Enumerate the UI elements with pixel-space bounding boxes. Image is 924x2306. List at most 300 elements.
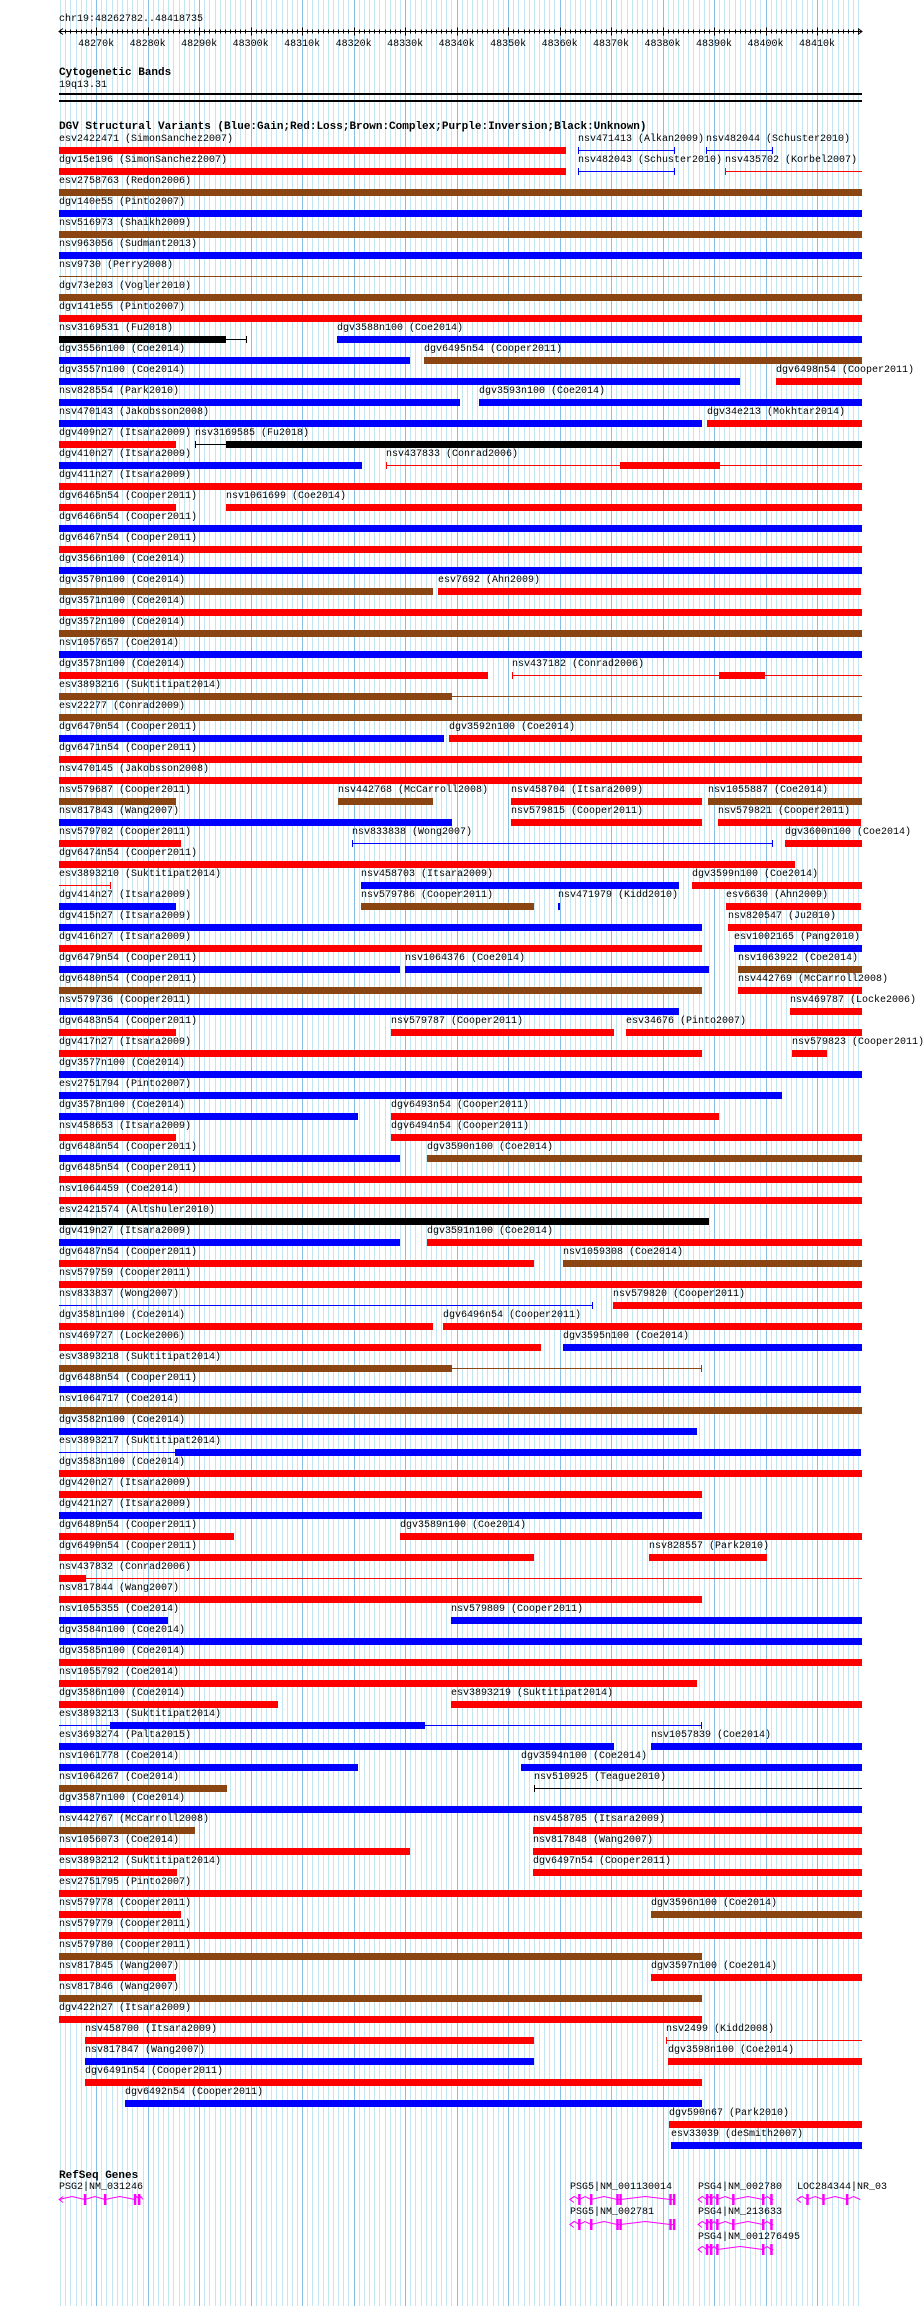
variant-label[interactable]: dgv414n27 (Itsara2009) (59, 890, 192, 901)
gene-model[interactable] (0, 2194, 890, 2208)
variant-bar[interactable] (59, 1176, 862, 1183)
variant-label[interactable]: nsv828554 (Park2010) (59, 386, 180, 397)
variant-label[interactable]: dgv3597n100 (Coe2014) (651, 1961, 778, 1972)
variant-label[interactable]: nsv817847 (Wang2007) (85, 2045, 206, 2056)
variant-bar[interactable] (59, 1890, 862, 1897)
variant-bar[interactable] (59, 1848, 410, 1855)
variant-label[interactable]: dgv420n27 (Itsara2009) (59, 1478, 192, 1489)
variant-line[interactable] (706, 150, 772, 151)
variant-label[interactable]: dgv6491n54 (Cooper2011) (85, 2066, 224, 2077)
variant-bar[interactable] (59, 735, 444, 742)
variant-label[interactable]: nsv435702 (Korbel2007) (725, 155, 858, 166)
variant-bar[interactable] (59, 1827, 195, 1834)
variant-label[interactable]: dgv3595n100 (Coe2014) (563, 1331, 690, 1342)
variant-bar[interactable] (533, 1869, 862, 1876)
variant-bar[interactable] (59, 861, 795, 868)
variant-bar[interactable] (651, 1911, 862, 1918)
variant-label[interactable]: nsv3169585 (Fu2018) (195, 428, 310, 439)
variant-bar[interactable] (59, 357, 410, 364)
variant-bar[interactable] (558, 903, 560, 910)
variant-label[interactable]: nsv820547 (Ju2010) (728, 911, 837, 922)
variant-bar[interactable] (59, 294, 862, 301)
variant-line[interactable] (59, 276, 862, 277)
variant-bar[interactable] (59, 756, 862, 763)
variant-bar[interactable] (734, 945, 862, 952)
variant-label[interactable]: dgv3566n100 (Coe2014) (59, 554, 186, 565)
variant-label[interactable]: nsv963056 (Sudmant2013) (59, 239, 198, 250)
variant-label[interactable]: nsv458705 (Itsara2009) (533, 1814, 666, 1825)
variant-bar[interactable] (533, 1827, 862, 1834)
variant-bar[interactable] (59, 987, 702, 994)
variant-label[interactable]: esv34676 (Pinto2007) (626, 1016, 747, 1027)
variant-bar[interactable] (708, 798, 862, 805)
variant-label[interactable]: nsv1056073 (Coe2014) (59, 1835, 180, 1846)
variant-label[interactable]: nsv458653 (Itsara2009) (59, 1121, 192, 1132)
variant-bar[interactable] (59, 1155, 400, 1162)
gene-label[interactable]: PSG5|NM_001130014 (570, 2182, 673, 2193)
variant-bar[interactable] (59, 714, 862, 721)
variant-bar[interactable] (59, 651, 862, 658)
variant-label[interactable]: dgv6474n54 (Cooper2011) (59, 848, 198, 859)
variant-bar[interactable] (651, 1743, 862, 1750)
variant-bar[interactable] (59, 1281, 862, 1288)
variant-bar[interactable] (59, 777, 862, 784)
variant-bar[interactable] (59, 189, 862, 196)
variant-label[interactable]: nsv9730 (Perry2008) (59, 260, 174, 271)
variant-bar[interactable] (613, 1302, 862, 1309)
variant-bar[interactable] (59, 1995, 702, 2002)
variant-label[interactable]: dgv3583n100 (Coe2014) (59, 1457, 186, 1468)
variant-bar[interactable] (226, 441, 862, 448)
variant-bar[interactable] (626, 1029, 862, 1036)
variant-bar[interactable] (400, 1533, 862, 1540)
variant-label[interactable]: dgv3571n100 (Coe2014) (59, 596, 186, 607)
variant-bar[interactable] (59, 378, 740, 385)
variant-label[interactable]: nsv1064459 (Coe2014) (59, 1184, 180, 1195)
variant-bar[interactable] (59, 147, 566, 154)
variant-label[interactable]: esv2421574 (Altshuler2010) (59, 1205, 216, 1216)
variant-label[interactable]: dgv3578n100 (Coe2014) (59, 1100, 186, 1111)
variant-bar[interactable] (427, 1155, 862, 1162)
variant-bar[interactable] (59, 1260, 534, 1267)
variant-label[interactable]: nsv579736 (Cooper2011) (59, 995, 192, 1006)
variant-bar[interactable] (449, 735, 862, 742)
variant-bar[interactable] (59, 1407, 862, 1414)
variant-bar[interactable] (718, 819, 861, 826)
variant-label[interactable]: dgv6484n54 (Cooper2011) (59, 1142, 198, 1153)
variant-label[interactable]: dgv6470n54 (Cooper2011) (59, 722, 198, 733)
variant-label[interactable]: nsv1059308 (Coe2014) (563, 1247, 684, 1258)
variant-label[interactable]: nsv482043 (Schuster2010) (578, 155, 723, 166)
variant-bar[interactable] (424, 357, 862, 364)
variant-bar[interactable] (692, 882, 862, 889)
gene-model[interactable] (0, 2244, 890, 2258)
gene-label[interactable]: PSG2|NM_031246 (59, 2182, 144, 2193)
variant-label[interactable]: nsv828557 (Park2010) (649, 1541, 770, 1552)
variant-label[interactable]: esv3893216 (Suktitipat2014) (59, 680, 222, 691)
variant-label[interactable]: esv7692 (Ahn2009) (438, 575, 541, 586)
variant-bar[interactable] (391, 1134, 862, 1141)
variant-bar[interactable] (790, 1008, 862, 1015)
variant-label[interactable]: dgv6495n54 (Cooper2011) (424, 344, 563, 355)
variant-label[interactable]: dgv590n67 (Park2010) (669, 2108, 790, 2119)
variant-label[interactable]: nsv833838 (Wong2007) (352, 827, 473, 838)
variant-bar[interactable] (59, 1680, 697, 1687)
variant-bar[interactable] (59, 1932, 862, 1939)
variant-label[interactable]: esv2758763 (Redon2006) (59, 176, 192, 187)
variant-bar[interactable] (443, 1323, 862, 1330)
variant-label[interactable]: dgv34e213 (Mokhtar2014) (707, 407, 846, 418)
variant-label[interactable]: dgv6498n54 (Cooper2011) (776, 365, 915, 376)
variant-label[interactable]: nsv437832 (Conrad2006) (59, 1562, 192, 1573)
variant-bar[interactable] (226, 504, 862, 511)
variant-label[interactable]: nsv1055887 (Coe2014) (708, 785, 829, 796)
variant-bar[interactable] (59, 1596, 702, 1603)
variant-label[interactable]: esv22277 (Conrad2009) (59, 701, 186, 712)
variant-bar[interactable] (59, 210, 862, 217)
variant-label[interactable]: nsv510925 (Teague2010) (534, 1772, 667, 1783)
variant-label[interactable]: dgv3592n100 (Coe2014) (449, 722, 576, 733)
variant-bar[interactable] (59, 525, 862, 532)
variant-bar[interactable] (337, 336, 862, 343)
variant-bar[interactable] (59, 168, 566, 175)
variant-bar[interactable] (125, 2100, 702, 2107)
variant-label[interactable]: nsv1063922 (Coe2014) (738, 953, 859, 964)
gene-model[interactable] (0, 2219, 890, 2233)
variant-bar[interactable] (533, 1848, 862, 1855)
variant-label[interactable]: dgv3577n100 (Coe2014) (59, 1058, 186, 1069)
variant-bar[interactable] (438, 588, 861, 595)
variant-label[interactable]: nsv1061778 (Coe2014) (59, 1751, 180, 1762)
variant-bar[interactable] (59, 504, 176, 511)
variant-bar[interactable] (59, 1239, 400, 1246)
variant-bar[interactable] (59, 1134, 176, 1141)
variant-label[interactable]: esv3893212 (Suktitipat2014) (59, 1856, 222, 1867)
variant-label[interactable]: dgv419n27 (Itsara2009) (59, 1226, 192, 1237)
variant-label[interactable]: nsv437182 (Conrad2006) (512, 659, 645, 670)
variant-bar[interactable] (59, 630, 862, 637)
variant-label[interactable]: dgv3588n100 (Coe2014) (337, 323, 464, 334)
variant-label[interactable]: dgv3586n100 (Coe2014) (59, 1688, 186, 1699)
variant-label[interactable]: dgv6466n54 (Cooper2011) (59, 512, 198, 523)
variant-label[interactable]: dgv3584n100 (Coe2014) (59, 1625, 186, 1636)
variant-label[interactable]: dgv409n27 (Itsara2009) (59, 428, 192, 439)
variant-label[interactable]: nsv458700 (Itsara2009) (85, 2024, 218, 2035)
variant-label[interactable]: dgv3599n100 (Coe2014) (692, 869, 819, 880)
variant-bar[interactable] (59, 231, 862, 238)
variant-label[interactable]: esv6630 (Ahn2009) (726, 890, 829, 901)
variant-label[interactable]: nsv817846 (Wang2007) (59, 1982, 180, 1993)
variant-bar[interactable] (738, 987, 862, 994)
variant-label[interactable]: dgv3557n100 (Coe2014) (59, 365, 186, 376)
variant-line[interactable] (59, 1578, 862, 1579)
variant-label[interactable]: dgv6483n54 (Cooper2011) (59, 1016, 198, 1027)
variant-label[interactable]: nsv458703 (Itsara2009) (361, 869, 494, 880)
variant-label[interactable]: nsv469787 (Locke2006) (790, 995, 917, 1006)
variant-label[interactable]: nsv817845 (Wang2007) (59, 1961, 180, 1972)
variant-bar[interactable] (620, 462, 720, 469)
variant-bar[interactable] (59, 1575, 86, 1582)
variant-label[interactable]: nsv579780 (Cooper2011) (59, 1940, 192, 1951)
variant-label[interactable]: dgv3587n100 (Coe2014) (59, 1793, 186, 1804)
variant-bar[interactable] (59, 1092, 782, 1099)
variant-label[interactable]: dgv3591n100 (Coe2014) (427, 1226, 554, 1237)
variant-label[interactable]: esv3893217 (Suktitipat2014) (59, 1436, 222, 1447)
variant-bar[interactable] (738, 966, 862, 973)
gene-label[interactable]: PSG4|NM_001276495 (698, 2232, 801, 2243)
variant-bar[interactable] (563, 1260, 862, 1267)
variant-label[interactable]: nsv579823 (Cooper2011) (792, 1037, 924, 1048)
variant-bar[interactable] (59, 1386, 861, 1393)
variant-label[interactable]: dgv416n27 (Itsara2009) (59, 932, 192, 943)
variant-label[interactable]: nsv1057657 (Coe2014) (59, 638, 180, 649)
variant-bar[interactable] (719, 672, 765, 679)
variant-label[interactable]: dgv6492n54 (Cooper2011) (125, 2087, 264, 2098)
variant-bar[interactable] (59, 1701, 278, 1708)
variant-bar[interactable] (726, 903, 861, 910)
variant-label[interactable]: nsv458704 (Itsara2009) (511, 785, 644, 796)
variant-bar[interactable] (59, 1113, 358, 1120)
variant-bar[interactable] (59, 1071, 862, 1078)
variant-label[interactable]: esv3893219 (Suktitipat2014) (451, 1688, 614, 1699)
variant-bar[interactable] (59, 966, 400, 973)
variant-bar[interactable] (59, 2016, 702, 2023)
variant-bar[interactable] (521, 1764, 862, 1771)
variant-bar[interactable] (59, 1008, 678, 1015)
variant-label[interactable]: dgv141e55 (Pinto2007) (59, 302, 186, 313)
variant-bar[interactable] (511, 819, 703, 826)
variant-label[interactable]: nsv471413 (Alkan2009) (578, 134, 705, 145)
variant-bar[interactable] (59, 1806, 862, 1813)
variant-label[interactable]: dgv410n27 (Itsara2009) (59, 449, 192, 460)
variant-bar[interactable] (451, 1701, 862, 1708)
coordinate-ruler[interactable] (0, 24, 890, 54)
variant-label[interactable]: dgv3593n100 (Coe2014) (479, 386, 606, 397)
variant-bar[interactable] (175, 1449, 861, 1456)
variant-label[interactable]: esv3893218 (Suktitipat2014) (59, 1352, 222, 1363)
variant-bar[interactable] (59, 588, 433, 595)
variant-bar[interactable] (59, 252, 862, 259)
variant-label[interactable]: nsv1055355 (Coe2014) (59, 1604, 180, 1615)
variant-label[interactable]: dgv6487n54 (Cooper2011) (59, 1247, 198, 1258)
variant-label[interactable]: nsv579821 (Cooper2011) (718, 806, 851, 817)
variant-bar[interactable] (59, 1470, 862, 1477)
variant-label[interactable]: nsv442768 (McCarroll2008) (338, 785, 489, 796)
variant-label[interactable]: dgv6480n54 (Cooper2011) (59, 974, 198, 985)
variant-bar[interactable] (671, 2142, 862, 2149)
variant-bar[interactable] (59, 672, 488, 679)
variant-label[interactable]: dgv411n27 (Itsara2009) (59, 470, 192, 481)
variant-label[interactable]: dgv6471n54 (Cooper2011) (59, 743, 198, 754)
variant-line[interactable] (578, 150, 675, 151)
variant-bar[interactable] (59, 1617, 168, 1624)
variant-bar[interactable] (59, 1428, 697, 1435)
variant-line[interactable] (666, 2040, 862, 2041)
variant-bar[interactable] (59, 441, 176, 448)
variant-bar[interactable] (85, 2037, 533, 2044)
gene-label[interactable]: PSG4|NM_002780 (698, 2182, 783, 2193)
variant-label[interactable]: dgv3581n100 (Coe2014) (59, 1310, 186, 1321)
variant-label[interactable]: dgv3596n100 (Coe2014) (651, 1898, 778, 1909)
variant-label[interactable]: dgv15e196 (SimonSanchez2007) (59, 155, 228, 166)
variant-label[interactable]: nsv579778 (Cooper2011) (59, 1898, 192, 1909)
variant-label[interactable]: nsv442769 (McCarroll2008) (738, 974, 889, 985)
variant-label[interactable]: dgv3589n100 (Coe2014) (400, 1520, 527, 1531)
variant-bar[interactable] (391, 1113, 719, 1120)
variant-label[interactable]: nsv579759 (Cooper2011) (59, 1268, 192, 1279)
variant-label[interactable]: nsv1055792 (Coe2014) (59, 1667, 180, 1678)
variant-label[interactable]: dgv6489n54 (Cooper2011) (59, 1520, 198, 1531)
variant-bar[interactable] (59, 1953, 702, 1960)
variant-label[interactable]: nsv579809 (Cooper2011) (451, 1604, 584, 1615)
variant-label[interactable]: dgv6494n54 (Cooper2011) (391, 1121, 530, 1132)
variant-label[interactable]: nsv579702 (Cooper2011) (59, 827, 192, 838)
variant-label[interactable]: dgv3594n100 (Coe2014) (521, 1751, 648, 1762)
variant-bar[interactable] (776, 378, 862, 385)
variant-label[interactable]: nsv833837 (Wong2007) (59, 1289, 180, 1300)
variant-label[interactable]: dgv3582n100 (Coe2014) (59, 1415, 186, 1426)
variant-label[interactable]: dgv3590n100 (Coe2014) (427, 1142, 554, 1153)
variant-bar[interactable] (427, 1239, 862, 1246)
variant-bar[interactable] (85, 2058, 533, 2065)
variant-bar[interactable] (59, 1659, 862, 1666)
variant-label[interactable]: nsv516973 (Shaikh2009) (59, 218, 192, 229)
variant-label[interactable]: dgv3556n100 (Coe2014) (59, 344, 186, 355)
variant-label[interactable]: nsv2499 (Kidd2008) (666, 2024, 775, 2035)
variant-bar[interactable] (59, 1218, 709, 1225)
variant-line[interactable] (534, 1788, 862, 1789)
variant-bar[interactable] (669, 2121, 862, 2128)
variant-label[interactable]: esv1002165 (Pang2010) (734, 932, 861, 943)
variant-bar[interactable] (59, 1743, 614, 1750)
variant-label[interactable]: nsv469727 (Locke2006) (59, 1331, 186, 1342)
variant-bar[interactable] (361, 903, 534, 910)
variant-bar[interactable] (707, 420, 861, 427)
variant-label[interactable]: esv2751794 (Pinto2007) (59, 1079, 192, 1090)
gene-label[interactable]: PSG4|NM_213633 (698, 2207, 783, 2218)
variant-label[interactable]: dgv140e55 (Pinto2007) (59, 197, 186, 208)
variant-bar[interactable] (59, 546, 862, 553)
variant-bar[interactable] (59, 1050, 702, 1057)
variant-bar[interactable] (59, 567, 862, 574)
variant-label[interactable]: nsv1057839 (Coe2014) (651, 1730, 772, 1741)
variant-bar[interactable] (59, 1764, 358, 1771)
variant-bar[interactable] (59, 462, 362, 469)
variant-label[interactable]: dgv3572n100 (Coe2014) (59, 617, 186, 628)
variant-label[interactable]: nsv471979 (Kidd2010) (558, 890, 679, 901)
variant-bar[interactable] (668, 2058, 862, 2065)
variant-bar[interactable] (110, 1722, 425, 1729)
variant-label[interactable]: esv2422471 (SimonSanchez2007) (59, 134, 234, 145)
variant-label[interactable]: dgv6493n54 (Cooper2011) (391, 1100, 530, 1111)
variant-bar[interactable] (59, 1638, 862, 1645)
variant-label[interactable]: nsv817844 (Wang2007) (59, 1583, 180, 1594)
variant-bar[interactable] (59, 945, 702, 952)
variant-bar[interactable] (405, 966, 709, 973)
variant-bar[interactable] (391, 1029, 614, 1036)
variant-line[interactable] (59, 885, 110, 886)
variant-bar[interactable] (59, 1365, 452, 1372)
variant-bar[interactable] (59, 483, 862, 490)
variant-bar[interactable] (649, 1554, 767, 1561)
variant-label[interactable]: nsv579687 (Cooper2011) (59, 785, 192, 796)
variant-label[interactable]: dgv6490n54 (Cooper2011) (59, 1541, 198, 1552)
variant-bar[interactable] (59, 1491, 702, 1498)
variant-label[interactable]: dgv422n27 (Itsara2009) (59, 2003, 192, 2014)
variant-label[interactable]: nsv579786 (Cooper2011) (361, 890, 494, 901)
variant-label[interactable]: nsv579820 (Cooper2011) (613, 1289, 746, 1300)
variant-line[interactable] (352, 843, 773, 844)
variant-label[interactable]: nsv579815 (Cooper2011) (511, 806, 644, 817)
variant-bar[interactable] (59, 1554, 534, 1561)
gene-label[interactable]: PSG5|NM_002781 (570, 2207, 655, 2218)
variant-bar[interactable] (59, 420, 702, 427)
variant-label[interactable]: esv3893210 (Suktitipat2014) (59, 869, 222, 880)
variant-line[interactable] (578, 171, 675, 172)
variant-label[interactable]: dgv6465n54 (Cooper2011) (59, 491, 198, 502)
variant-label[interactable]: dgv415n27 (Itsara2009) (59, 911, 192, 922)
variant-label[interactable]: esv33039 (deSmith2007) (671, 2129, 804, 2140)
variant-bar[interactable] (511, 798, 703, 805)
variant-label[interactable]: nsv579787 (Cooper2011) (391, 1016, 524, 1027)
variant-bar[interactable] (59, 1323, 433, 1330)
variant-label[interactable]: nsv3169531 (Fu2018) (59, 323, 174, 334)
variant-bar[interactable] (59, 315, 862, 322)
variant-label[interactable]: dgv6485n54 (Cooper2011) (59, 1163, 198, 1174)
variant-label[interactable]: nsv817848 (Wang2007) (533, 1835, 654, 1846)
variant-bar[interactable] (59, 924, 702, 931)
variant-line[interactable] (59, 1305, 593, 1306)
variant-label[interactable]: dgv421n27 (Itsara2009) (59, 1499, 192, 1510)
variant-label[interactable]: nsv1064717 (Coe2014) (59, 1394, 180, 1405)
gene-label[interactable]: LOC284344|NR_03 (797, 2182, 888, 2193)
variant-label[interactable]: nsv817843 (Wang2007) (59, 806, 180, 817)
variant-bar[interactable] (59, 1785, 227, 1792)
variant-bar[interactable] (651, 1974, 862, 1981)
variant-label[interactable]: nsv442767 (McCarroll2008) (59, 1814, 210, 1825)
variant-label[interactable]: dgv3570n100 (Coe2014) (59, 575, 186, 586)
variant-bar[interactable] (59, 1197, 862, 1204)
variant-bar[interactable] (59, 693, 452, 700)
variant-label[interactable]: dgv6467n54 (Cooper2011) (59, 533, 198, 544)
variant-label[interactable]: dgv6488n54 (Cooper2011) (59, 1373, 198, 1384)
variant-bar[interactable] (785, 840, 862, 847)
variant-label[interactable]: dgv417n27 (Itsara2009) (59, 1037, 192, 1048)
variant-label[interactable]: dgv3573n100 (Coe2014) (59, 659, 186, 670)
variant-bar[interactable] (59, 1512, 702, 1519)
variant-bar[interactable] (59, 399, 460, 406)
variant-label[interactable]: nsv470145 (Jakobsson2008) (59, 764, 210, 775)
variant-bar[interactable] (338, 798, 433, 805)
variant-bar[interactable] (361, 882, 679, 889)
variant-label[interactable]: nsv1064376 (Coe2014) (405, 953, 526, 964)
variant-label[interactable]: nsv1061699 (Coe2014) (226, 491, 347, 502)
variant-bar[interactable] (59, 609, 862, 616)
variant-label[interactable]: dgv6479n54 (Cooper2011) (59, 953, 198, 964)
variant-label[interactable]: dgv3585n100 (Coe2014) (59, 1646, 186, 1657)
variant-label[interactable]: dgv6497n54 (Cooper2011) (533, 1856, 672, 1867)
variant-bar[interactable] (451, 1617, 862, 1624)
variant-bar[interactable] (59, 819, 452, 826)
variant-bar[interactable] (59, 1911, 181, 1918)
variant-bar[interactable] (59, 798, 176, 805)
variant-label[interactable]: dgv3600n100 (Coe2014) (785, 827, 912, 838)
variant-label[interactable]: nsv579779 (Cooper2011) (59, 1919, 192, 1930)
variant-bar[interactable] (728, 924, 861, 931)
variant-bar[interactable] (59, 1029, 176, 1036)
variant-bar[interactable] (59, 1869, 177, 1876)
variant-bar[interactable] (59, 336, 226, 343)
